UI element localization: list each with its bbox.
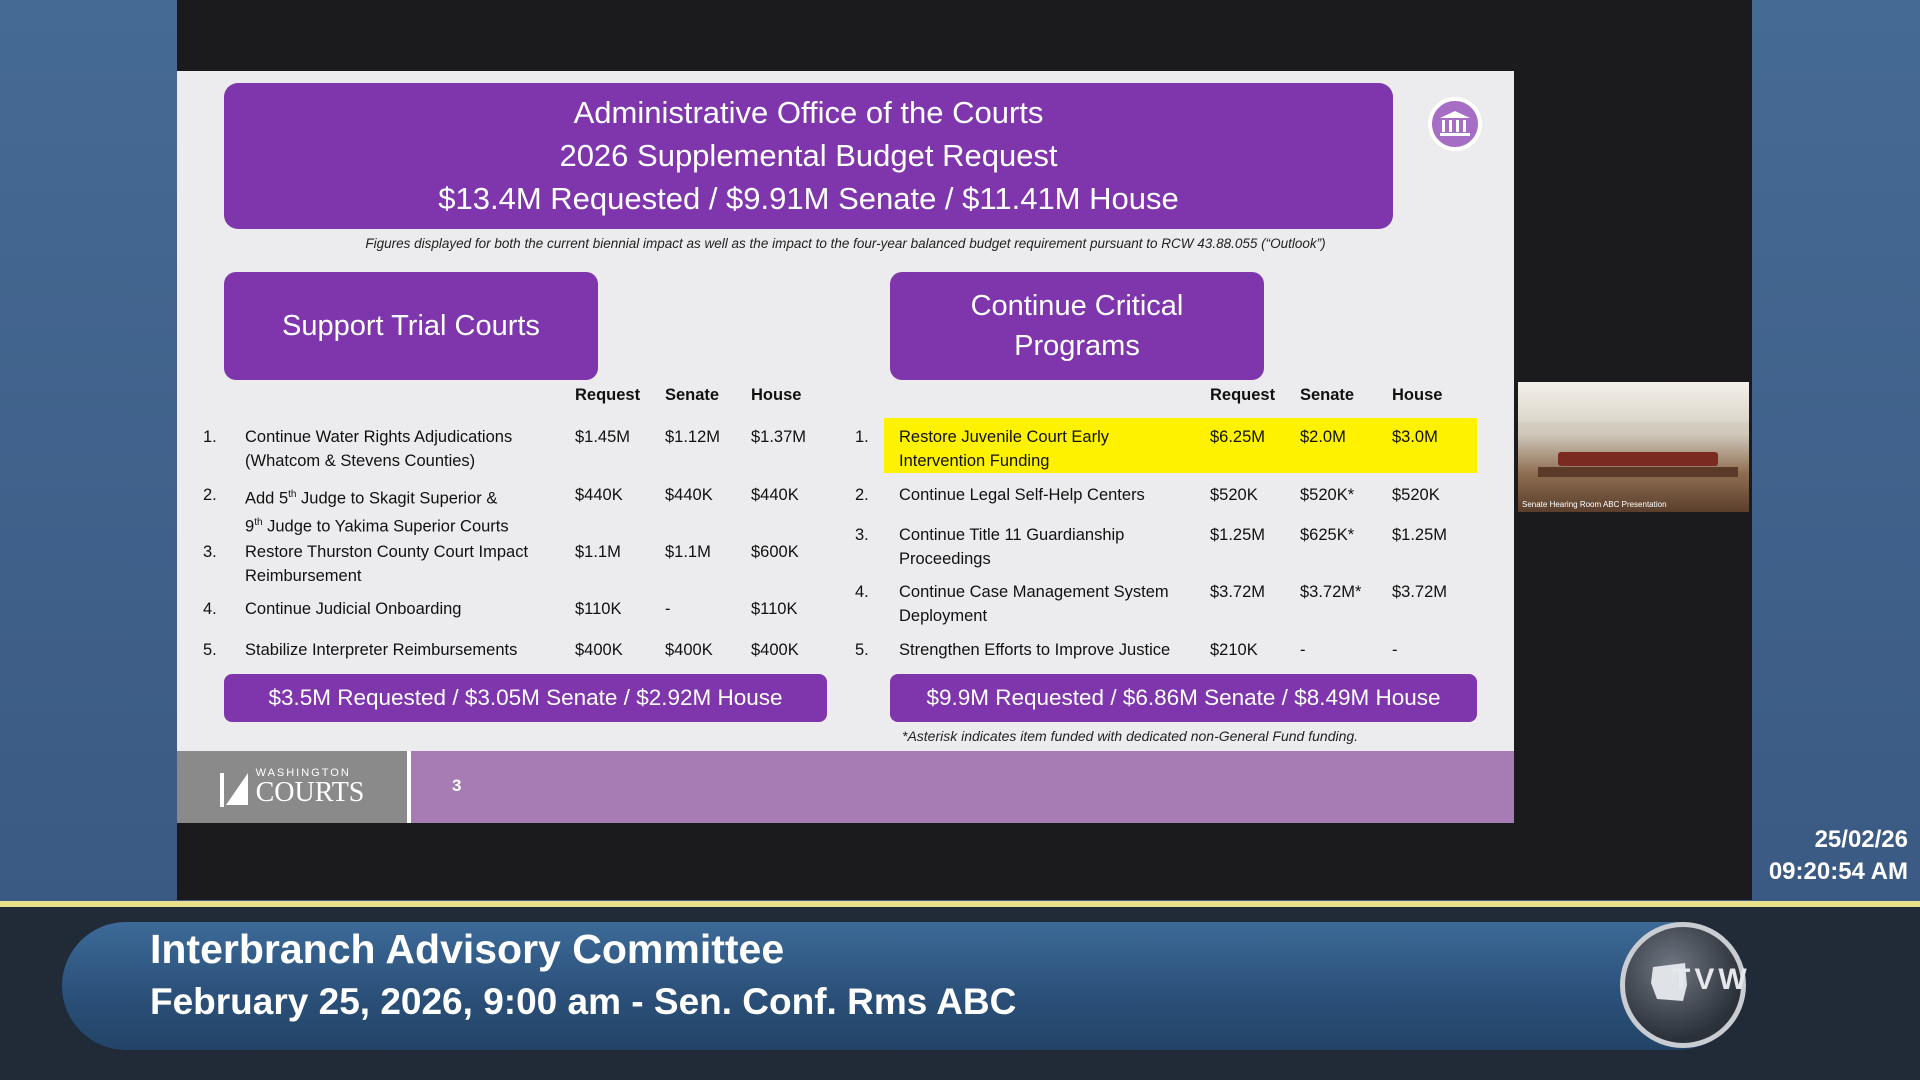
banner-line-3: $13.4M Requested / $9.91M Senate / $11.41M House [438,181,1179,216]
right-row-4 [827,580,1497,630]
banner-line-1: Administrative Office of the Courts [573,95,1044,130]
asterisk-note: *Asterisk indicates item funded with dedicated non-General Fund funding. [902,728,1359,744]
row-request: $400K [575,641,623,659]
right-row-3 [827,523,1497,573]
row-number: 1. [855,428,869,446]
left-total-text: $3.5M Requested / $3.05M Senate / $2.92M House [268,685,783,710]
left-row-3 [177,540,837,590]
row-request: $6.25M [1210,428,1266,446]
left-header-house: House [751,386,802,404]
row-number: 3. [203,543,217,561]
right-row-2 [827,483,1497,509]
row-number: 5. [855,641,869,659]
row-number: 2. [203,486,217,504]
row-house: $600K [751,543,799,561]
left-row-2 [177,483,837,533]
video-caption: Senate Hearing Room ABC Presentation [1522,500,1667,509]
left-column-title: Support Trial Courts [282,310,540,342]
budget-footnote: Figures displayed for both the current biennial impact as well as the impact to the four-year balanced budget requirement pursuant to RCW 43.88.055 (“Outlook”) [365,236,1326,251]
program-subtitle: February 25, 2026, 9:00 am - Sen. Conf. Rms ABC [150,981,1017,1022]
row-house: $440K [751,486,799,504]
timestamp [1769,824,1908,888]
row-senate: $520K* [1300,486,1355,504]
row-senate: $1.1M [665,543,711,561]
row-house: $110K [751,600,798,618]
right-background [1752,0,1920,900]
right-header-house: House [1392,386,1443,404]
program-title: Interbranch Advisory Committee [150,926,785,972]
row-request: $520K [1210,486,1258,504]
footer-separator [407,751,411,823]
row-description: Continue Case Management System Deployment [899,583,1169,625]
right-header-request: Request [1210,386,1276,404]
row-senate: - [1300,641,1306,659]
tvw-logo-text: TVW [1672,963,1751,996]
left-row-1 [177,425,837,475]
row-description: Continue Water Rights Adjudications (Whatcom & Stevens Counties) [245,428,513,470]
row-senate: $1.12M [665,428,721,446]
slide-title-banner [224,83,1393,229]
courthouse-seal-icon [1428,97,1482,151]
logo-line-2: COURTS [255,776,365,808]
row-senate: $400K [665,641,713,659]
row-description: Continue Legal Self-Help Centers [899,486,1145,504]
row-senate: $625K* [1300,526,1355,544]
support-trial-courts-header [224,272,598,380]
banner-line-2: 2026 Supplemental Budget Request [559,138,1058,173]
row-description: Stabilize Interpreter Reimbursements [245,641,518,659]
left-row-4 [177,597,837,623]
row-request: $1.45M [575,428,631,446]
logo-line-1: WASHINGTON [255,766,351,779]
row-house: - [1392,641,1398,659]
row-request: $210K [1210,641,1258,659]
row-senate: - [665,600,671,618]
row-description: Restore Juvenile Court Early Intervention Funding [899,428,1110,470]
row-number: 2. [855,486,869,504]
row-number: 1. [203,428,217,446]
row-description: Restore Thurston County Court Impact Reimbursement [245,543,529,585]
page-number: 3 [452,776,462,795]
row-house: $1.37M [751,428,807,446]
presentation-slide [177,71,1514,823]
row-request: $3.72M [1210,583,1266,601]
row-request: $440K [575,486,623,504]
right-column-title: Continue Critical Programs [970,290,1184,362]
row-description: Strengthen Efforts to Improve Justice [899,641,1171,659]
left-background [0,0,177,900]
right-total-bar [890,674,1477,722]
row-house: $1.25M [1392,526,1448,544]
left-header-senate: Senate [665,386,720,404]
slide-footer [177,751,1514,823]
row-number: 4. [855,583,869,601]
continue-critical-programs-header [890,272,1264,380]
row-number: 3. [855,526,869,544]
right-row-1 [827,425,1497,475]
right-header-senate: Senate [1300,386,1355,404]
left-row-5 [177,638,837,664]
row-house: $400K [751,641,799,659]
left-header-request: Request [575,386,641,404]
row-number: 5. [203,641,217,659]
timestamp-time: 09:20:54 AM [1768,858,1908,885]
right-total-text: $9.9M Requested / $6.86M Senate / $8.49M House [926,685,1441,710]
participant-video-thumbnail[interactable] [1518,382,1749,512]
row-house: $520K [1392,486,1440,504]
row-senate: $2.0M [1300,428,1346,446]
row-number: 4. [203,600,217,618]
right-row-5 [827,638,1497,664]
row-house: $3.72M [1392,583,1448,601]
row-description: Continue Title 11 Guardianship Proceedings [899,526,1125,568]
row-description: Continue Judicial Onboarding [245,600,462,618]
row-request: $1.1M [575,543,621,561]
washington-courts-logo [177,751,407,823]
row-request: $1.25M [1210,526,1266,544]
left-total-bar [224,674,827,722]
row-senate: $3.72M* [1300,583,1362,601]
timestamp-date: 25/02/26 [1814,826,1908,853]
row-house: $3.0M [1392,428,1438,446]
row-senate: $440K [665,486,713,504]
row-request: $110K [575,600,622,618]
row-description: Add 5th Judge to Skagit Superior & 9th Judge to Yakima Superior Courts [245,489,509,535]
